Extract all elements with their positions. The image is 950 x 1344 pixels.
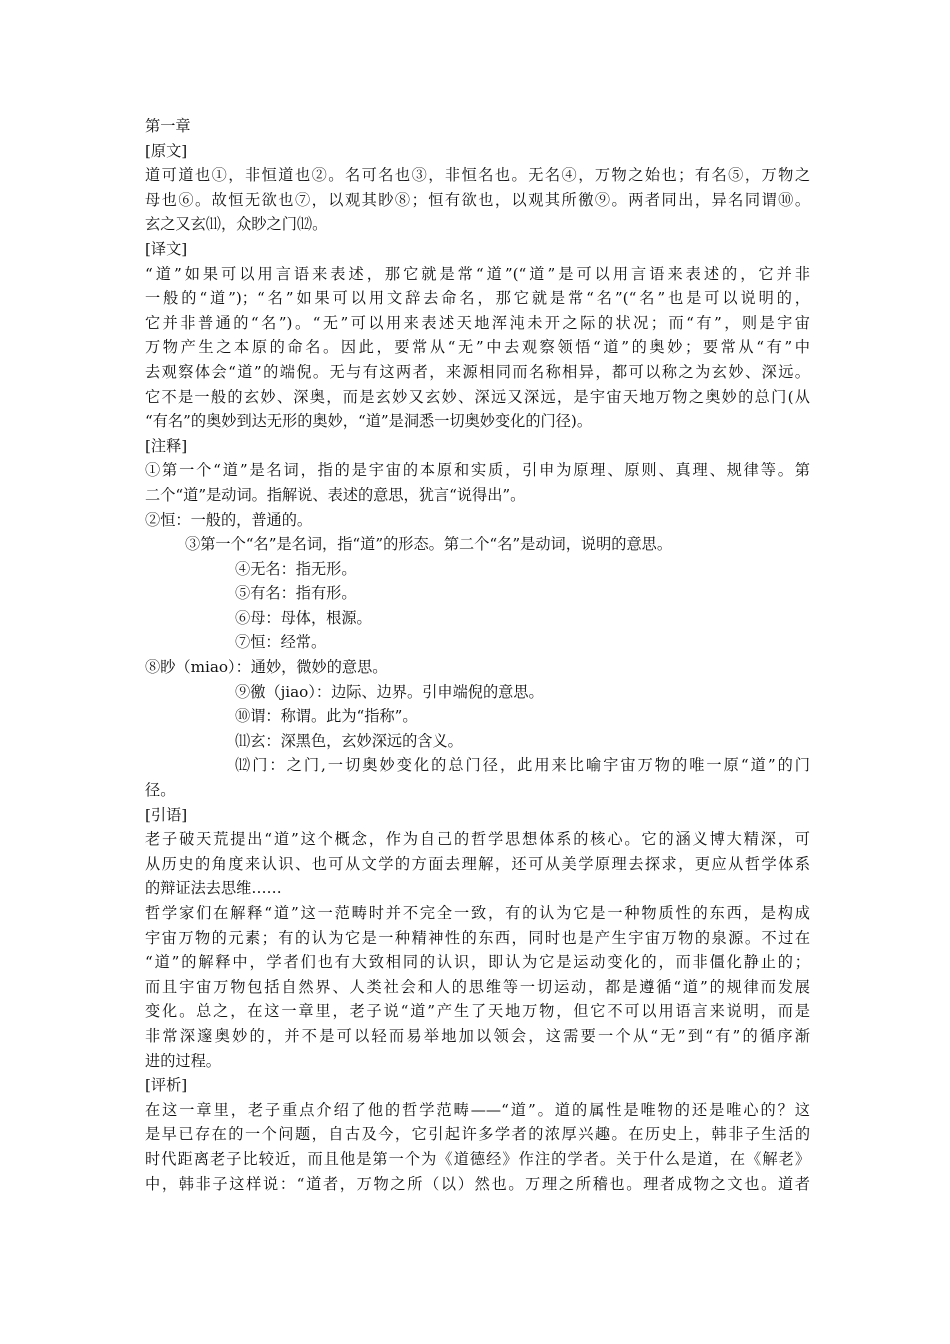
text-line: ④无名：指无形。 xyxy=(235,559,357,578)
text-line: 第一章 xyxy=(145,117,191,135)
text-line: ⑩谓：称谓。此为“指称”。 xyxy=(235,707,418,726)
text-line: 变化。总之，在这一章里，老子说“道”产生了天地万物，但它不可以用语言来说明，而是 xyxy=(145,1002,810,1021)
text-line: 宇宙万物的元素；有的认为它是一种精神性的东西，同时也是产生宇宙万物的泉源。不过在 xyxy=(145,928,810,947)
text-line: ⑿门：之门,一切奥妙变化的总门径，此用来比喻宇宙万物的唯一原“道”的门 xyxy=(235,756,810,775)
text-line: [译文] xyxy=(145,239,188,258)
text-line: 道可道也①，非恒道也②。名可名也③，非恒名也。无名④，万物之始也；有名⑤，万物之 xyxy=(145,166,810,185)
text-line: 中，韩非子这样说：“道者，万物之所（以）然也。万理之所稽也。理者成物之文也。道者 xyxy=(145,1174,810,1193)
text-line: 从历史的角度来认识、也可从文学的方面去理解，还可从美学原理去探求，更应从哲学体系 xyxy=(145,854,810,873)
text-line: 径。 xyxy=(145,781,176,800)
text-line: 时代距离老子比较近，而且他是第一个为《道德经》作注的学者。关于什么是道，在《解老》 xyxy=(145,1149,810,1168)
text-line: 进的过程。 xyxy=(145,1051,221,1070)
text-line: “有名”的奥妙到达无形的奥妙，“道”是洞悉一切奥妙变化的门径)。 xyxy=(145,412,593,431)
text-line: 万物产生之本原的命名。因此，要常从“无”中去观察领悟“道”的奥妙；要常从“有”中 xyxy=(145,338,810,357)
text-line: 二个“道”是动词。指解说、表述的意思，犹言“说得出”。 xyxy=(145,485,526,504)
text-line: 它不是一般的玄妙、深奥，而是玄妙又玄妙、深远又深远，是宇宙天地万物之奥妙的总门(从 xyxy=(145,387,810,406)
text-line: “道”如果可以用言语来表述，那它就是常“道”(“道”是可以用言语来表述的，它并非 xyxy=(145,264,810,283)
text-line: ⑧眇（miao）：通妙，微妙的意思。 xyxy=(145,658,388,677)
document-page xyxy=(145,114,810,1196)
text-line: ⑾玄：深黑色，玄妙深远的含义。 xyxy=(235,731,463,750)
text-line: 在这一章里，老子重点介绍了他的哲学范畴——“道”。道的属性是唯物的还是唯心的？这 xyxy=(145,1100,810,1119)
text-line: 哲学家们在解释“道”这一范畴时并不完全一致，有的认为它是一种物质性的东西，是构成 xyxy=(145,904,810,922)
text-line: [原文] xyxy=(145,141,188,160)
text-line: 老子破天荒提出“道”这个概念，作为自己的哲学思想体系的核心。它的涵义博大精深，可 xyxy=(145,830,810,849)
text-line: ⑦恒：经常。 xyxy=(235,633,327,652)
text-line: 母也⑥。故恒无欲也⑦，以观其眇⑧；恒有欲也，以观其所徼⑨。两者同出，异名同谓⑩。 xyxy=(145,190,810,209)
text-line: [评析] xyxy=(145,1076,188,1095)
text-line: 是早已存在的一个问题，自古及今，它引起许多学者的浓厚兴趣。在历史上，韩非子生活的 xyxy=(145,1125,810,1144)
text-line: [引语] xyxy=(145,805,188,824)
text-line: 而且宇宙万物包括自然界、人类社会和人的思维等一切运动，都是遵循“道”的规律而发展 xyxy=(145,977,810,996)
text-line: ①第一个“道”是名词，指的是宇宙的本原和实质，引申为原理、原则、真理、规律等。第 xyxy=(145,461,810,480)
text-line: 一般的“道”)；“名”如果可以用文辞去命名，那它就是常“名”(“名”也是可以说明的， xyxy=(145,289,810,308)
text-line: 玄之又玄⑾，众眇之门⑿。 xyxy=(145,215,328,234)
text-line: ⑨徼（jiao）：边际、边界。引申端倪的意思。 xyxy=(235,682,544,701)
text-line: 它并非普通的“名”)。“无”可以用来表述天地浑沌未开之际的状况；而“有”，则是宇宙 xyxy=(145,313,810,332)
text-line: “道”的解释中，学者们也有大致相同的认识，即认为它是运动变化的，而非僵化静止的； xyxy=(145,953,810,972)
text-line: ⑥母：母体，根源。 xyxy=(235,608,372,627)
text-line: 的辩证法去思维…… xyxy=(145,879,282,898)
text-line: 去观察体会“道”的端倪。无与有这两者，来源相同而名称相异，都可以称之为玄妙、深远。 xyxy=(145,362,810,381)
text-line: ②恒：一般的，普通的。 xyxy=(145,510,313,529)
text-line: [注释] xyxy=(145,436,188,455)
text-line: 非常深邃奥妙的，并不是可以轻而易举地加以领会，这需要一个从“无”到“有”的循序渐 xyxy=(145,1026,810,1045)
text-line: ⑤有名：指有形。 xyxy=(235,584,357,603)
text-line: ③第一个“名”是名词，指“道”的形态。第二个“名”是动词，说明的意思。 xyxy=(185,535,673,554)
